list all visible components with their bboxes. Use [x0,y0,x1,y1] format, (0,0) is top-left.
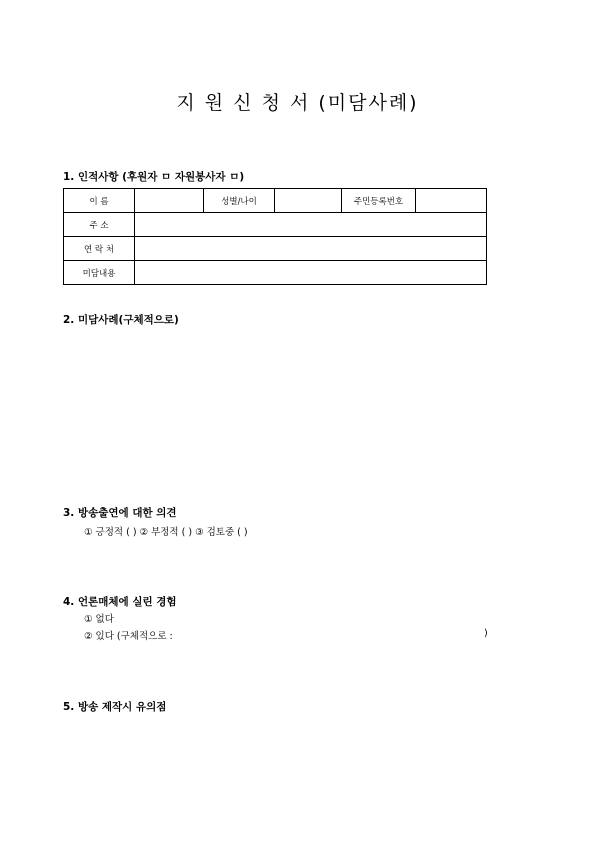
section-4-heading: 4. 언론매체에 실린 경험 [63,596,177,608]
section-1-heading: 1. 인적사항 (후원자 ㅁ 자원봉사자 ㅁ) [63,171,245,183]
gender-age-label: 성별/나이 [204,189,275,213]
address-label: 주 소 [64,213,135,237]
name-field[interactable] [135,189,204,213]
table-row-address [64,213,487,237]
story-label: 미담내용 [64,261,135,285]
section-3-heading: 3. 방송출연에 대한 의견 [63,507,177,519]
table-row-name [64,189,487,213]
contact-label: 연 락 처 [64,237,135,261]
media-experience-option-none: ① 없다 [84,614,114,625]
story-field[interactable] [135,261,487,285]
resident-number-field[interactable] [416,189,487,213]
media-experience-close-paren: ) [484,628,488,639]
page-title: 지 원 신 청 서 (미담사례) [176,92,419,114]
media-experience-option-yes: ② 있다 (구체적으로 : [84,631,173,642]
table-row-contact [64,237,487,261]
section-2-heading: 2. 미담사례(구체적으로) [63,314,179,326]
gender-age-field[interactable] [275,189,342,213]
broadcast-opinion-options: ① 긍정적 ( ) ② 부정적 ( ) ③ 검토중 ( ) [84,527,248,538]
name-label: 이 름 [64,189,135,213]
personal-info-table [63,188,487,285]
resident-number-label: 주민등록번호 [342,189,416,213]
section-5-heading: 5. 방송 제작시 유의점 [63,701,167,713]
contact-field[interactable] [135,237,487,261]
address-field[interactable] [135,213,487,237]
table-row-story [64,261,487,285]
